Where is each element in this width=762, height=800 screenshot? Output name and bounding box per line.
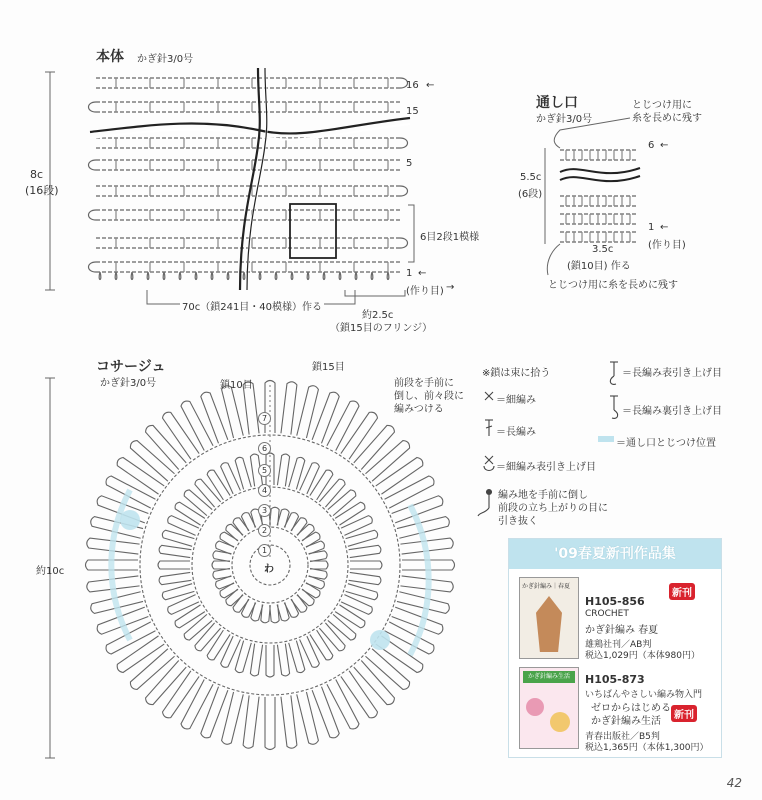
body-row-5: 5	[406, 158, 413, 169]
slot-width-2: (鎖10目) 作る	[567, 261, 631, 272]
flower-photo	[550, 712, 570, 732]
round-number-1: 1	[258, 544, 271, 557]
body-height-1: 8c	[30, 168, 44, 181]
book1-cover[interactable]	[519, 577, 579, 659]
book1-publisher: 雄鶏社刊／AB判	[585, 640, 652, 650]
book1-title: かぎ針編み 春夏	[585, 625, 659, 636]
body-height-2: (16段)	[25, 184, 59, 197]
corsage-note-3: 編みつける	[394, 404, 444, 415]
book1-price: 税込1,029円（本体980円）	[585, 651, 700, 661]
book1-code: H105-856	[585, 595, 645, 608]
shawl-photo	[536, 596, 562, 652]
arrow-right-icon: →	[446, 282, 455, 293]
book1-badge: 新刊	[669, 583, 695, 600]
slot-note-top-1: とじつけ用に	[632, 100, 692, 111]
round-number-4: 4	[258, 484, 271, 497]
page-number: 42	[726, 776, 742, 790]
slot-title: 通し口	[536, 95, 578, 111]
slot-start: (作り目)	[648, 240, 686, 251]
body-start: (作り目)	[406, 286, 444, 297]
slot-note-top-2: 糸を長めに残す	[632, 113, 702, 124]
corsage-size: 約10c	[36, 566, 65, 577]
book2-code: H105-873	[585, 673, 645, 686]
legend-sc: ＝細編み	[496, 395, 536, 406]
round-number-3: 3	[258, 504, 271, 517]
body-repeat: 6目2段1模様	[420, 232, 480, 243]
corsage-title: コサージュ	[96, 359, 166, 375]
book1-cover-text: かぎ針編み｜春夏	[522, 583, 571, 590]
round-number-2: 2	[258, 524, 271, 537]
book1-series: CROCHET	[585, 609, 629, 619]
book2-price: 税込1,365円（本体1,300円）	[585, 743, 709, 753]
slot-row-1: 1	[648, 222, 655, 233]
book2-title-2: かぎ針編み生活	[591, 716, 661, 727]
book2-publisher: 青春出版社／B5判	[585, 732, 660, 742]
corsage-center: わ	[264, 564, 274, 575]
flower-photo	[526, 698, 544, 716]
body-bottom: 70c（鎖241目・40模様）作る	[180, 298, 324, 313]
book2-badge: 新刊	[671, 705, 697, 722]
corsage-note-1: 前段を手前に	[394, 378, 454, 389]
slot-note-bottom: とじつけ用に糸を長めに残す	[548, 280, 678, 291]
slot-row-6: 6	[648, 140, 655, 151]
body-row-1: 1	[406, 268, 413, 279]
book2-title-1: ゼロからはじめる	[591, 703, 671, 714]
book2-cover[interactable]	[519, 667, 579, 749]
legend-dc: ＝長編み	[496, 427, 536, 438]
slot-width-1: 3.5c	[592, 244, 614, 255]
arrow-left-icon: ←	[660, 140, 669, 151]
legend-dc-fp: ＝長編み表引き上げ目	[622, 368, 722, 379]
corsage-note-2: 倒し、前々段に	[394, 391, 464, 402]
arrow-left-icon: ←	[418, 268, 427, 279]
corsage-hook: かぎ針3/0号	[100, 378, 157, 389]
legend-join: ＝通し口とじつけ位置	[616, 438, 716, 449]
legend-chain-note: ※鎖は束に拾う	[482, 368, 551, 379]
book2-tagline: いちばんやさしい編み物入門	[585, 690, 703, 700]
promo-box	[508, 538, 722, 758]
slot-hook: かぎ針3/0号	[536, 114, 593, 125]
legend-ss-2: 前段の立ち上がりの目に	[498, 503, 608, 514]
round-number-7: 7	[258, 412, 271, 425]
corsage-chain-15: 鎖15目	[312, 362, 345, 373]
arrow-left-icon: ←	[426, 80, 435, 91]
body-fringe-2: （鎖15目のフリンジ）	[330, 323, 433, 334]
round-number-6: 6	[258, 442, 271, 455]
legend-sc-fp: ＝細編み表引き上げ目	[496, 462, 596, 473]
legend-ss-3: 引き抜く	[498, 516, 538, 527]
arrow-left-icon: ←	[660, 222, 669, 233]
body-hook: かぎ針3/0号	[137, 54, 194, 65]
slot-height-1: 5.5c	[520, 172, 542, 183]
body-row-15: 15	[406, 106, 419, 117]
corsage-chain-10: 鎖10目	[220, 380, 253, 391]
body-title: 本体	[96, 49, 124, 65]
round-number-5: 5	[258, 464, 271, 477]
legend-ss-1: 編み地を手前に倒し	[498, 490, 588, 501]
promo-heading: '09春夏新刊作品集	[509, 539, 721, 569]
body-fringe-1: 約2.5c	[362, 310, 394, 321]
slot-height-2: (6段)	[518, 189, 543, 200]
book2-cover-text: かぎ針編み生活	[523, 671, 575, 683]
legend-dc-bp: ＝長編み裏引き上げ目	[622, 406, 722, 417]
body-row-16: 16	[406, 80, 419, 91]
